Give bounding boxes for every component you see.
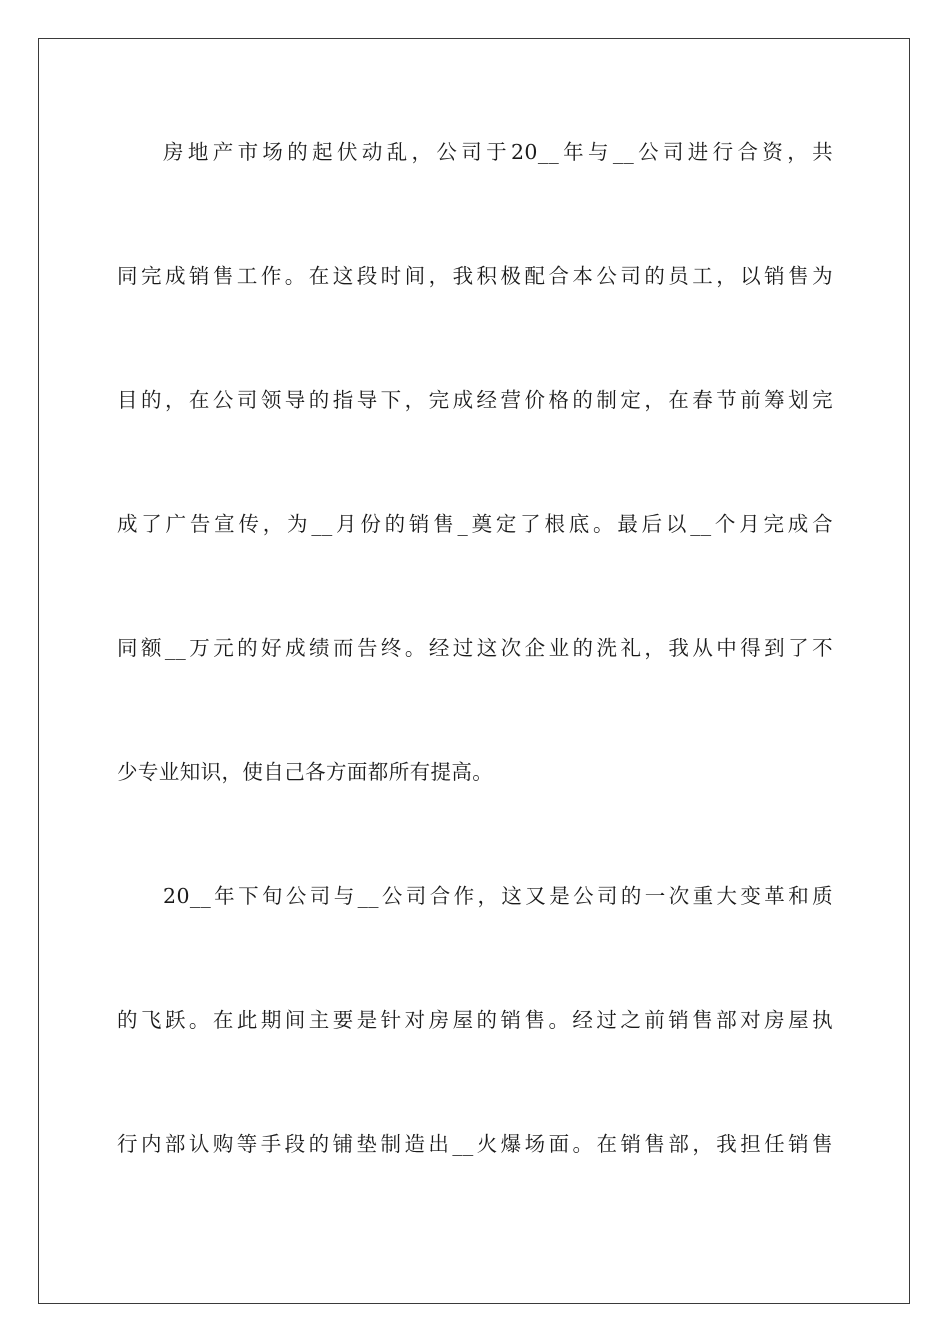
paragraph-line: 同完成销售工作。在这段时间，我积极配合本公司的员工，以销售为	[117, 264, 833, 288]
paragraph-line: 房地产市场的起伏动乱，公司于20__年与__公司进行合资，共	[163, 140, 833, 164]
paragraph-line: 同额__万元的好成绩而告终。经过这次企业的洗礼，我从中得到了不	[117, 636, 833, 660]
paragraph-line: 的飞跃。在此期间主要是针对房屋的销售。经过之前销售部对房屋执	[117, 1008, 833, 1032]
page-border	[38, 38, 910, 1304]
paragraph-line: 少专业知识，使自己各方面都所有提高。	[117, 760, 494, 784]
paragraph-line: 目的，在公司领导的指导下，完成经营价格的制定，在春节前筹划完	[117, 388, 833, 412]
paragraph-line: 成了广告宣传，为__月份的销售_奠定了根底。最后以__个月完成合	[117, 512, 833, 536]
paragraph-line: 20__年下旬公司与__公司合作，这又是公司的一次重大变革和质	[163, 884, 833, 908]
paragraph-line: 行内部认购等手段的铺垫制造出__火爆场面。在销售部，我担任销售	[117, 1132, 833, 1156]
